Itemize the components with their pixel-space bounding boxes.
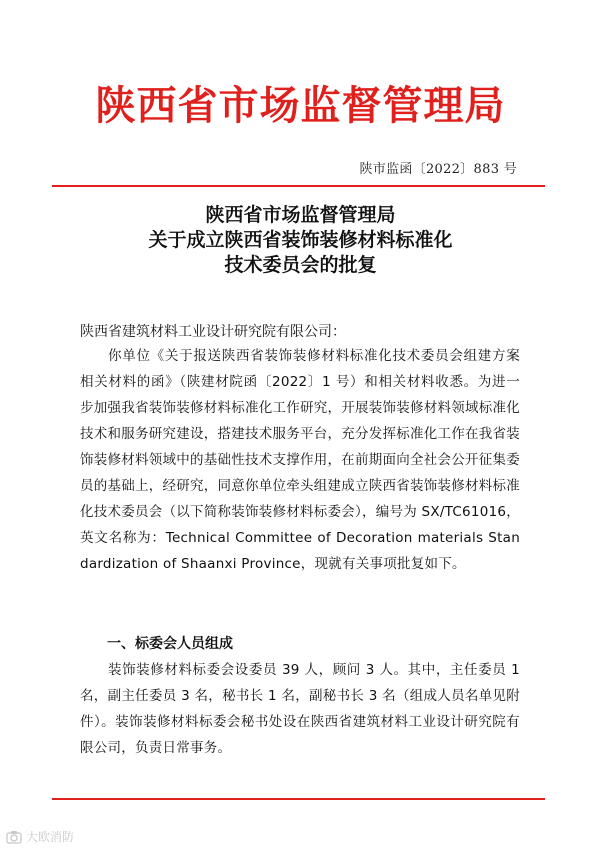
body-paragraph-2: 装饰装修材料标委会设委员 39 人，顾问 3 人。其中，主任委员 1 名，副主任委员 3 名，秘书长 1 名，副秘书长 3 名（组成人员名单见附件）。装饰装修材料标委会秘书处设在陕西省建筑材料工业设计研究院有限公司，负责日常事务。 (80, 662, 520, 756)
watermark-text: 大欧消防 (26, 830, 75, 844)
camera-icon (6, 830, 22, 844)
document-title-line-2: 关于成立陕西省装饰装修材料标准化 (148, 229, 453, 251)
section-heading-1: 一、标委会人员组成 (107, 636, 233, 652)
document-number: 陕市监函〔2022〕883 号 (359, 162, 517, 177)
document-title-line-3: 技术委员会的批复 (224, 254, 377, 276)
authority-letterhead: 陕西省市场监督管理局 (95, 82, 506, 129)
body-paragraph-1: 你单位《关于报送陕西省装饰装修材料标准化技术委员会组建方案相关材料的函》（陕建材院函〔2022〕1 号）和相关材料收悉。为进一步加强我省装饰装修材料标准化工作研究，开展装饰装修材料领域标准化技术和服务研究建设，搭建技术服务平台，充分发挥标准化工作在我省装饰装修材料领域中的基础性技术支撑作用，在前期面向全社会公开征集委员的基础上，经研究，同意你单位牵头组建成立陕西省装饰装修材料标准化技术委员会（以下简称装饰装修材料标委会），编号为 SX/TC61016，英文名称为：Technical Committee of Decoration materials Standardization of Shaanxi Province，现就有关事项批复如下。 (80, 348, 520, 572)
footer-divider (52, 798, 545, 800)
recipient-line: 陕西省建筑材料工业设计研究院有限公司： (80, 324, 346, 340)
document-title-line-1: 陕西省市场监督管理局 (205, 204, 396, 226)
header-divider (52, 185, 545, 187)
document-title (0, 203, 601, 278)
watermark (6, 829, 74, 845)
